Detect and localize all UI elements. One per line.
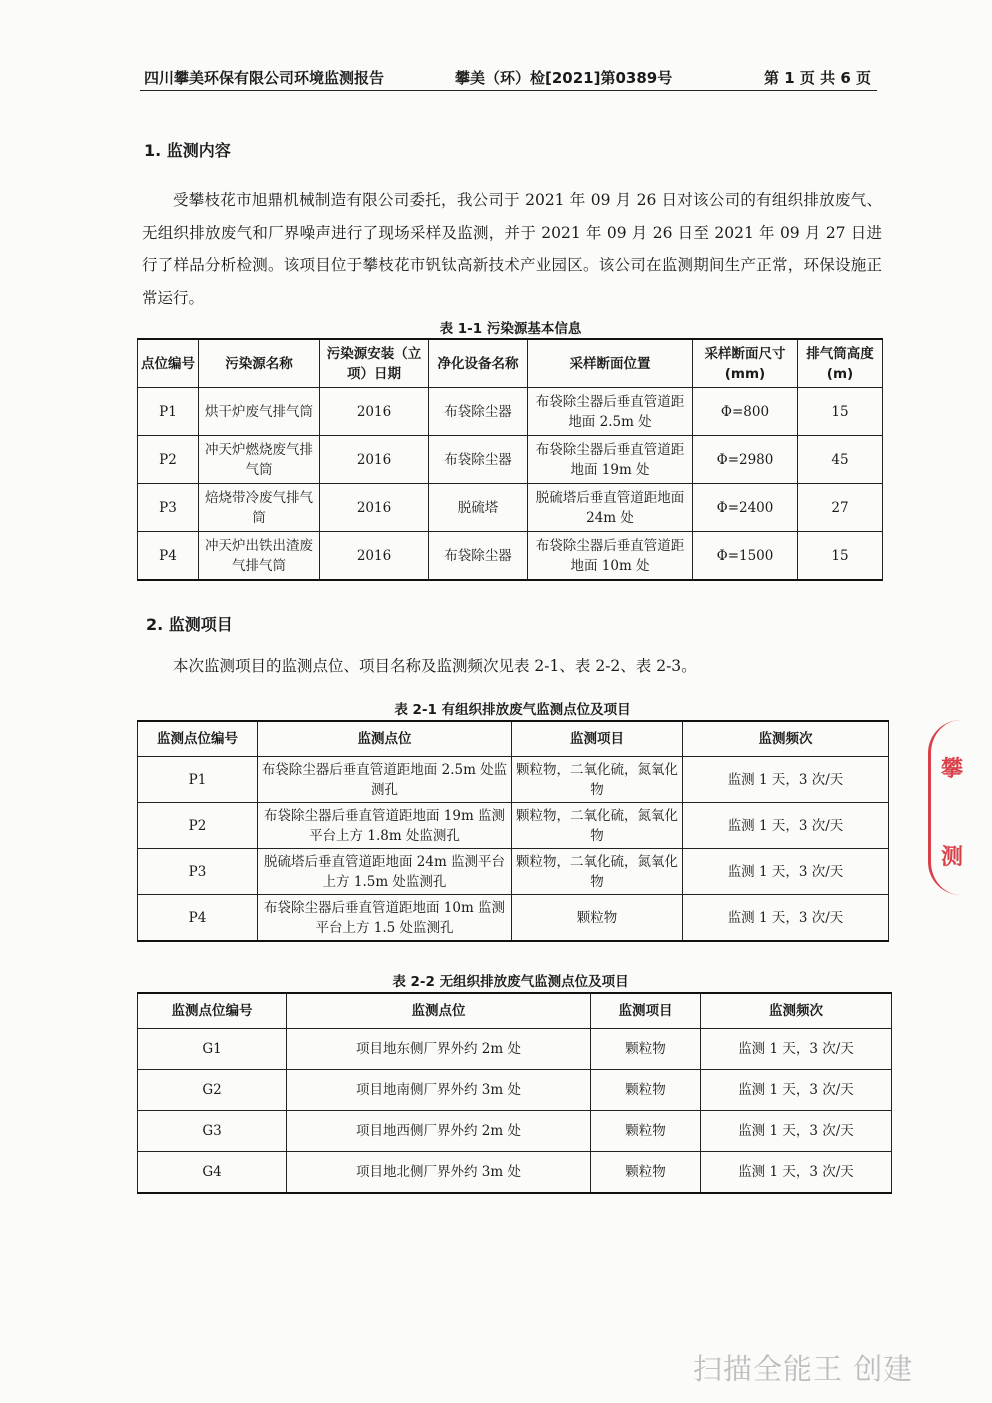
table-cell: 15	[798, 388, 883, 436]
table-cell: 颗粒物	[591, 1111, 701, 1152]
table-cell: 项目地东侧厂界外约 2m 处	[287, 1029, 591, 1070]
table-cell: 45	[798, 436, 883, 484]
table-cell: G1	[138, 1029, 287, 1070]
table-cell: 烘干炉废气排气筒	[199, 388, 320, 436]
scanner-watermark: 扫描全能王 创建	[693, 1352, 914, 1386]
table-row	[138, 436, 883, 484]
red-seal-stamp	[928, 720, 964, 895]
section-2-intro: 本次监测项目的监测点位、项目名称及监测频次见表 2-1、表 2-2、表 2-3。	[173, 657, 697, 675]
table-cell: Φ=800	[693, 388, 798, 436]
table-cell: G4	[138, 1152, 287, 1194]
table-cell: 颗粒物	[591, 1070, 701, 1111]
col-header: 监测点位	[258, 721, 512, 757]
table-cell: 布袋除尘器后垂直管道距地面 2.5m 处	[528, 388, 693, 436]
page-header	[140, 64, 877, 91]
table-header-row	[138, 339, 883, 388]
header-page-number: 第 1 页 共 6 页	[764, 69, 871, 87]
table-cell: 15	[798, 532, 883, 581]
table-cell: 监测 1 天，3 次/天	[683, 757, 889, 803]
table-cell: 脱硫塔后垂直管道距地面 24m 监测平台上方 1.5m 处监测孔	[258, 849, 512, 895]
table-cell: P4	[138, 895, 258, 942]
table-cell: 项目地北侧厂界外约 3m 处	[287, 1152, 591, 1194]
table-cell: 布袋除尘器	[429, 388, 528, 436]
col-header: 监测项目	[591, 993, 701, 1029]
table-cell: 冲天炉出铁出渣废气排气筒	[199, 532, 320, 581]
table-header-row	[138, 993, 892, 1029]
col-header: 点位编号	[138, 339, 199, 388]
table-cell: 脱硫塔后垂直管道距地面 24m 处	[528, 484, 693, 532]
table-cell: P1	[138, 388, 199, 436]
table-cell: 项目地西侧厂界外约 2m 处	[287, 1111, 591, 1152]
table-cell: 监测 1 天，3 次/天	[701, 1029, 892, 1070]
table-row	[138, 532, 883, 581]
table-cell: 颗粒物，二氧化硫，氮氧化物	[512, 757, 683, 803]
table-1-caption: 表 1-1 污染源基本信息	[439, 321, 582, 337]
stamp-char: 攀	[941, 756, 964, 782]
col-header: 监测点位编号	[138, 721, 258, 757]
table-cell: P2	[138, 803, 258, 849]
table-cell: 监测 1 天，3 次/天	[701, 1111, 892, 1152]
organized-emission-table	[137, 720, 889, 942]
pollution-source-table	[137, 338, 883, 581]
header-report-number: 攀美（环）检[2021]第0389号	[455, 69, 673, 87]
section-1-paragraph: 受攀枝花市旭鼎机械制造有限公司委托，我公司于 2021 年 09 月 26 日对该公司的有组织排放废气、无组织排放废气和厂界噪声进行了现场采样及监测，并于 2021 年 09 月 26 日至 2021 年 09 月 27 日进行了样品分析检测。该项目位于攀枝花市钒钛高新技术产业园区。该公司在监测期间生产正常，环保设施正常运行。	[142, 191, 882, 307]
col-header: 监测点位	[287, 993, 591, 1029]
col-header: 监测项目	[512, 721, 683, 757]
col-header: 监测频次	[701, 993, 892, 1029]
table-cell: 监测 1 天，3 次/天	[683, 849, 889, 895]
table-cell: 冲天炉燃烧废气排气筒	[199, 436, 320, 484]
header-company: 四川攀美环保有限公司环境监测报告	[144, 69, 385, 87]
table-cell: G2	[138, 1070, 287, 1111]
table-cell: 布袋除尘器后垂直管道距地面 2.5m 处监测孔	[258, 757, 512, 803]
col-header: 污染源名称	[199, 339, 320, 388]
stamp-char: 测	[941, 844, 964, 870]
table-row	[138, 1029, 892, 1070]
col-header: 采样断面尺寸(mm)	[693, 339, 798, 388]
table-cell: P2	[138, 436, 199, 484]
table-cell: P4	[138, 532, 199, 581]
table-cell: 监测 1 天，3 次/天	[683, 803, 889, 849]
table-cell: 布袋除尘器	[429, 436, 528, 484]
table-cell: Φ=1500	[693, 532, 798, 581]
table-cell: 布袋除尘器	[429, 532, 528, 581]
col-header: 监测点位编号	[138, 993, 287, 1029]
table-row	[138, 484, 883, 532]
unorganized-emission-table	[137, 992, 892, 1194]
section-1-title: 1. 监测内容	[144, 141, 231, 160]
table-cell: P1	[138, 757, 258, 803]
table-row	[138, 895, 889, 942]
table-cell: 27	[798, 484, 883, 532]
table-2-caption: 表 2-1 有组织排放废气监测点位及项目	[394, 702, 631, 718]
section-2-title: 2. 监测项目	[146, 615, 233, 634]
table-cell: 布袋除尘器后垂直管道距地面 10m 处	[528, 532, 693, 581]
col-header: 监测频次	[683, 721, 889, 757]
table-cell: Φ=2980	[693, 436, 798, 484]
table-cell: P3	[138, 849, 258, 895]
table-cell: G3	[138, 1111, 287, 1152]
table-cell: 2016	[320, 532, 429, 581]
table-cell: 2016	[320, 388, 429, 436]
col-header: 污染源安装（立项）日期	[320, 339, 429, 388]
table-cell: 颗粒物	[512, 895, 683, 942]
table-row	[138, 1111, 892, 1152]
col-header: 净化设备名称	[429, 339, 528, 388]
table-cell: Φ=2400	[693, 484, 798, 532]
table-cell: 颗粒物	[591, 1029, 701, 1070]
table-cell: 布袋除尘器后垂直管道距地面 10m 监测平台上方 1.5 处监测孔	[258, 895, 512, 942]
table-row	[138, 757, 889, 803]
table-3-caption: 表 2-2 无组织排放废气监测点位及项目	[392, 974, 629, 990]
table-cell: 布袋除尘器后垂直管道距地面 19m 处	[528, 436, 693, 484]
table-cell: 脱硫塔	[429, 484, 528, 532]
table-cell: 颗粒物，二氧化硫，氮氧化物	[512, 849, 683, 895]
col-header: 采样断面位置	[528, 339, 693, 388]
table-cell: 颗粒物	[591, 1152, 701, 1194]
table-cell: 监测 1 天，3 次/天	[701, 1152, 892, 1194]
table-cell: 2016	[320, 484, 429, 532]
table-cell: 布袋除尘器后垂直管道距地面 19m 监测平台上方 1.8m 处监测孔	[258, 803, 512, 849]
table-cell: 颗粒物，二氧化硫，氮氧化物	[512, 803, 683, 849]
table-cell: 2016	[320, 436, 429, 484]
table-row	[138, 1070, 892, 1111]
table-row	[138, 803, 889, 849]
table-header-row	[138, 721, 889, 757]
table-cell: P3	[138, 484, 199, 532]
table-cell: 监测 1 天，3 次/天	[701, 1070, 892, 1111]
table-row	[138, 388, 883, 436]
table-row	[138, 1152, 892, 1194]
table-cell: 焙烧带冷废气排气筒	[199, 484, 320, 532]
table-cell: 监测 1 天，3 次/天	[683, 895, 889, 942]
table-cell: 项目地南侧厂界外约 3m 处	[287, 1070, 591, 1111]
col-header: 排气筒高度(m)	[798, 339, 883, 388]
table-row	[138, 849, 889, 895]
